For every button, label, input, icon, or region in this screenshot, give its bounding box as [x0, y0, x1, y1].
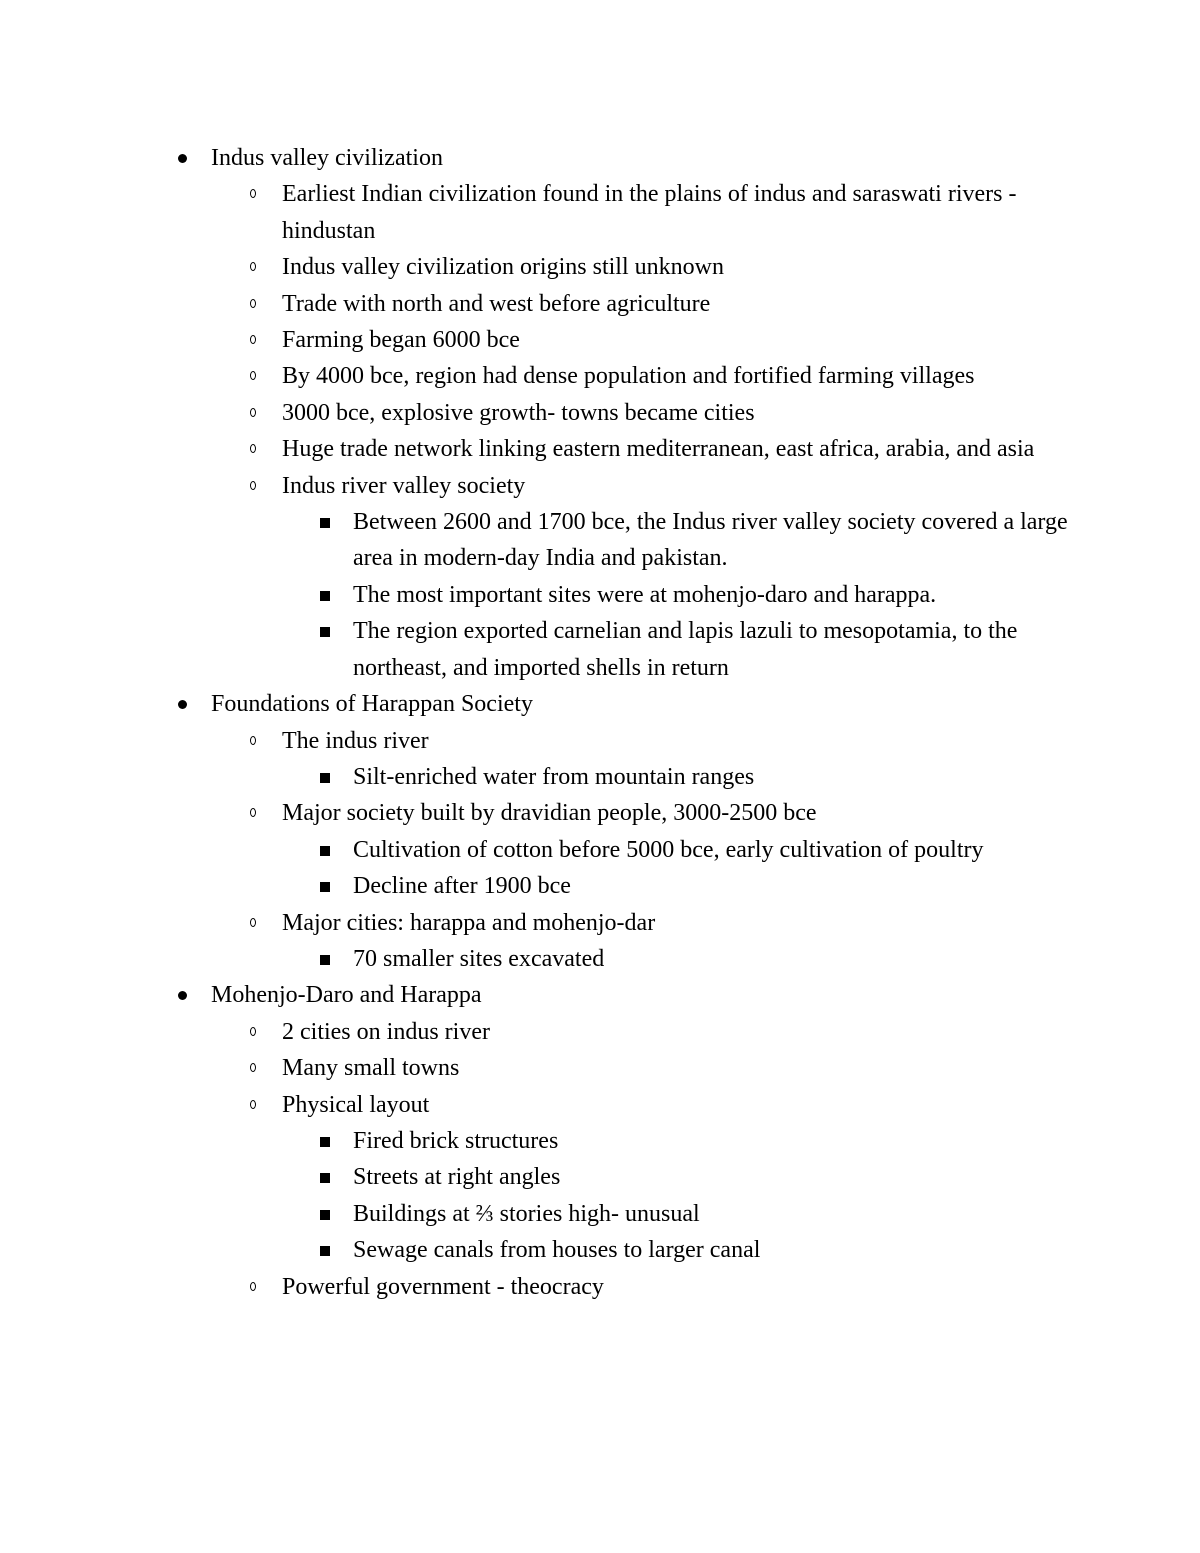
notes-page	[0, 140, 1200, 1305]
bullet-filled-square-icon	[320, 955, 330, 965]
bullet-filled-circle-icon	[178, 991, 187, 1000]
bullet-filled-square-icon	[320, 1246, 330, 1256]
bullet-filled-circle-icon	[178, 154, 187, 163]
bullet-hollow-circle-icon	[250, 335, 256, 344]
list-item	[282, 249, 1042, 285]
list-item-text: Foundations of Harappan Society	[211, 691, 533, 718]
bullet-hollow-circle-icon	[250, 1282, 256, 1291]
list-item-text: Indus valley civilization origins still unknown	[282, 254, 724, 281]
list-item	[282, 395, 1042, 431]
list-item	[211, 686, 971, 722]
list-item-text: By 4000 bce, region had dense population and fortified farming villages	[282, 363, 975, 390]
list-item-text: Buildings at ⅔ stories high- unusual	[353, 1200, 700, 1227]
list-item-text: The most important sites were at mohenjo-daro and harappa.	[353, 581, 937, 608]
bullet-hollow-circle-icon	[250, 1063, 256, 1072]
list-item	[282, 176, 1042, 249]
list-item-text: Farming began 6000 bce	[282, 327, 520, 354]
list-item	[282, 431, 1042, 467]
bullet-filled-square-icon	[320, 1173, 330, 1183]
bullet-filled-circle-icon	[178, 700, 187, 709]
list-item-text: Indus valley civilization	[211, 145, 443, 171]
list-item-text: 3000 bce, explosive growth- towns became cities	[282, 399, 755, 426]
list-item	[353, 613, 1113, 686]
bullet-hollow-circle-icon	[250, 481, 256, 490]
list-item-text: Between 2600 and 1700 bce, the Indus river valley society covered a large area in modern-day India and pakistan.	[353, 509, 1068, 572]
bullet-hollow-circle-icon	[250, 1100, 256, 1109]
list-item	[353, 504, 1113, 577]
list-item-text: Physical layout	[282, 1091, 430, 1118]
list-item	[353, 1196, 1113, 1232]
bullet-hollow-circle-icon	[250, 262, 256, 271]
list-item-text: Trade with north and west before agriculture	[282, 290, 711, 317]
list-item	[353, 1232, 1113, 1268]
bullet-hollow-circle-icon	[250, 189, 256, 198]
bullet-filled-square-icon	[320, 591, 330, 601]
list-item	[282, 286, 1042, 322]
bullet-filled-square-icon	[320, 518, 330, 528]
list-item-text: Indus river valley society	[282, 472, 526, 499]
bullet-hollow-circle-icon	[250, 371, 256, 380]
list-item	[353, 1123, 1113, 1159]
list-item	[282, 468, 1042, 504]
list-item-text: Mohenjo-Daro and Harappa	[211, 982, 482, 1009]
bullet-filled-square-icon	[320, 773, 330, 783]
list-item-text: Major cities: harappa and mohenjo-dar	[282, 909, 656, 936]
bullet-filled-square-icon	[320, 1210, 330, 1220]
bullet-hollow-circle-icon	[250, 918, 256, 927]
list-item	[282, 1050, 1042, 1086]
list-item	[211, 140, 971, 176]
bullet-hollow-circle-icon	[250, 444, 256, 453]
list-item	[282, 1269, 1042, 1305]
list-item-text: 2 cities on indus river	[282, 1018, 490, 1045]
bullet-filled-square-icon	[320, 846, 330, 856]
list-item-text: Earliest Indian civilization found in the plains of indus and saraswati rivers - hindustan	[282, 181, 1017, 244]
list-item-text: The region exported carnelian and lapis lazuli to mesopotamia, to the northeast, and imported shells in return	[353, 618, 1018, 681]
bullet-hollow-circle-icon	[250, 408, 256, 417]
list-item	[282, 723, 1042, 759]
list-item-text: Major society built by dravidian people, 3000-2500 bce	[282, 800, 817, 827]
list-item-text: 70 smaller sites excavated	[353, 945, 605, 972]
list-item-text: Decline after 1900 bce	[353, 873, 571, 900]
list-item	[353, 1159, 1113, 1195]
list-item	[282, 1087, 1042, 1123]
bullet-hollow-circle-icon	[250, 1027, 256, 1036]
list-item-text: Cultivation of cotton before 5000 bce, early cultivation of poultry	[353, 836, 984, 863]
list-item	[211, 977, 971, 1013]
list-item	[282, 358, 1042, 394]
bullet-hollow-circle-icon	[250, 299, 256, 308]
list-item	[282, 322, 1042, 358]
list-item-text: Sewage canals from houses to larger canal	[353, 1237, 761, 1264]
list-item	[282, 905, 1042, 941]
list-item	[353, 832, 1113, 868]
bullet-hollow-circle-icon	[250, 808, 256, 817]
list-item	[353, 759, 1113, 795]
list-item-text: Huge trade network linking eastern mediterranean, east africa, arabia, and asia	[282, 436, 1035, 463]
bullet-filled-square-icon	[320, 627, 330, 637]
list-item	[353, 577, 1113, 613]
bullet-filled-square-icon	[320, 1137, 330, 1147]
bullet-filled-square-icon	[320, 882, 330, 892]
list-item-text: Powerful government - theocracy	[282, 1273, 604, 1300]
list-item	[282, 795, 1042, 831]
list-item-text: The indus river	[282, 727, 429, 754]
list-item	[353, 941, 1113, 977]
list-item-text: Fired brick structures	[353, 1127, 559, 1154]
list-item	[353, 868, 1113, 904]
bullet-hollow-circle-icon	[250, 736, 256, 745]
list-item-text: Silt-enriched water from mountain ranges	[353, 763, 755, 790]
list-item-text: Streets at right angles	[353, 1164, 561, 1191]
list-item	[282, 1014, 1042, 1050]
list-item-text: Many small towns	[282, 1055, 460, 1082]
